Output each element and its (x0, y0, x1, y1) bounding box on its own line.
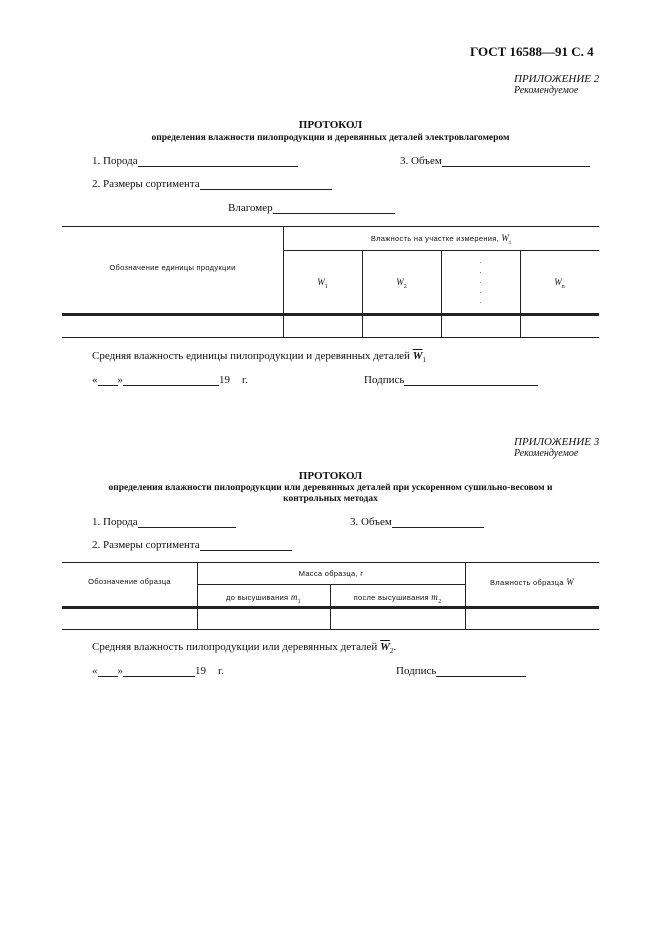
field-razmery-1 (92, 178, 332, 190)
table-1-group-symbol (501, 233, 512, 246)
field-vlagomer-blank[interactable] (273, 203, 395, 214)
table-2-group-rule (197, 584, 465, 585)
table-1-header-rule (62, 313, 599, 316)
table-1-col-unit-header: Обозначение единицы продукции (109, 263, 236, 272)
protocol-2-date (92, 665, 224, 677)
signature-2-label: Подпись (396, 665, 437, 677)
table-1-col-divider (362, 250, 363, 337)
field-razmery-1-blank[interactable] (200, 179, 332, 190)
symbol-m: m (431, 592, 439, 602)
table-1-col-w2 (362, 277, 441, 290)
symbol-index: 1 (324, 283, 328, 290)
symbol-m: m (290, 592, 298, 602)
date-year-suffix: г. (218, 665, 225, 677)
signature-1-blank[interactable] (404, 375, 538, 386)
table-2-col-sample-header: Обозначение образца (88, 577, 171, 586)
field-razmery-1-label: 2. Размеры сортимента (92, 178, 200, 190)
table-2-group-header: Масса образца, г (298, 569, 364, 578)
protocol-2-subtitle-line-1: определения влажности пилопродукции или деревянных деталей при ускоренном сушильно-весовом и (108, 483, 553, 493)
field-obem-2-blank[interactable] (392, 517, 484, 528)
symbol-m2 (431, 592, 442, 605)
field-razmery-2-blank[interactable] (200, 540, 292, 551)
symbol-m1 (290, 592, 301, 605)
date-month-blank[interactable] (123, 666, 195, 677)
symbol-index: 2 (438, 598, 442, 605)
signature-1-label: Подпись (364, 374, 405, 386)
average-2-tail: . (393, 641, 397, 653)
date-year-blank[interactable] (230, 376, 242, 386)
date-year-blank[interactable] (206, 667, 218, 677)
date-quote-open: « (92, 374, 98, 386)
date-quote-close: » (117, 665, 123, 677)
table-2-col-after-drying (330, 592, 465, 605)
symbol-index: n (561, 283, 565, 290)
before-drying-text: до высушивания (226, 593, 289, 602)
appendix-3-label: ПРИЛОЖЕНИЕ 3 (514, 436, 600, 448)
protocol-1-title: ПРОТОКОЛ (298, 119, 363, 131)
table-1-top-rule (62, 226, 599, 227)
symbol-w-bar: $\overline{W}$ (412, 350, 423, 362)
appendix-2-status: Рекомендуемое (514, 85, 579, 96)
moisture-header-text: Влажность образца (490, 578, 564, 587)
field-vlagomer-label: Влагомер (228, 202, 273, 214)
table-1-group-header-text: Влажность на участке измерения, (370, 234, 499, 243)
symbol-index: 2 (403, 283, 407, 290)
field-vlagomer (228, 202, 395, 214)
field-razmery-2 (92, 539, 292, 551)
table-1-col-wn (520, 277, 599, 290)
symbol-w: W (501, 233, 510, 243)
table-1-bottom-rule (62, 337, 599, 338)
average-1-text: Средняя влажность единицы пилопродукции и деревянных деталей (92, 350, 410, 362)
document-reference: ГОСТ 16588—91 С. 4 (470, 44, 594, 59)
field-poroda-2-label: 1. Порода (92, 516, 138, 528)
symbol-w: W (554, 277, 562, 287)
symbol-w: W (317, 277, 325, 287)
symbol-index: 1 (422, 356, 426, 365)
symbol-w-bar: $\overline{W}$ (380, 641, 390, 653)
protocol-1-subtitle: определения влажности пилопродукции и деревянных деталей электровлагомером (151, 133, 510, 143)
field-poroda-1 (92, 155, 298, 167)
date-day-blank[interactable] (98, 666, 118, 677)
symbol-index: 1 (297, 598, 301, 605)
field-poroda-2-blank[interactable] (138, 517, 236, 528)
table-1-col-divider (520, 250, 521, 337)
protocol-1-average (92, 350, 426, 364)
field-poroda-2 (92, 516, 236, 528)
date-year-prefix: 19 (195, 665, 206, 677)
appendix-2-label: ПРИЛОЖЕНИЕ 2 (514, 73, 600, 85)
symbol-w: W (566, 577, 574, 587)
field-poroda-1-blank[interactable] (138, 156, 298, 167)
protocol-2-title: ПРОТОКОЛ (298, 470, 363, 482)
field-obem-1-blank[interactable] (442, 156, 590, 167)
date-quote-close: » (117, 374, 123, 386)
date-quote-open: « (92, 665, 98, 677)
table-1-col-w1 (283, 277, 362, 290)
date-year-prefix: 19 (219, 374, 230, 386)
table-2-col-moisture (465, 577, 599, 587)
protocol-2-average (92, 641, 396, 655)
symbol-index: i (509, 239, 512, 246)
field-razmery-2-label: 2. Размеры сортимента (92, 539, 200, 551)
table-2-top-rule (62, 562, 599, 563)
date-day-blank[interactable] (98, 375, 118, 386)
field-obem-2 (350, 516, 484, 528)
table-1-group-header (283, 233, 599, 246)
symbol-w: W (396, 277, 404, 287)
date-month-blank[interactable] (123, 375, 219, 386)
symbol-index: 2 (389, 647, 394, 656)
table-2-bottom-rule (62, 629, 599, 630)
protocol-2-signature (396, 665, 526, 677)
protocol-1-date (92, 374, 248, 386)
appendix-3-status: Рекомендуемое (514, 448, 579, 459)
field-obem-1-label: 3. Объем (400, 155, 442, 167)
table-2-col-before-drying (197, 592, 330, 605)
table-1-col-ellipsis: . . . . . (479, 257, 482, 305)
after-drying-text: после высушивания (353, 593, 429, 602)
field-obem-1 (400, 155, 590, 167)
date-year-suffix: г. (242, 374, 249, 386)
field-obem-2-label: 3. Объем (350, 516, 392, 528)
table-2-col-divider (330, 584, 331, 629)
field-poroda-1-label: 1. Порода (92, 155, 138, 167)
average-2-text: Средняя влажность пилопродукции или деревянных деталей (92, 641, 378, 653)
table-2-col-divider (465, 562, 466, 629)
average-2-symbol (380, 641, 390, 653)
protocol-1-signature (364, 374, 538, 386)
protocol-2-subtitle-line-2: контрольных методах (283, 494, 378, 504)
signature-2-blank[interactable] (436, 666, 526, 677)
